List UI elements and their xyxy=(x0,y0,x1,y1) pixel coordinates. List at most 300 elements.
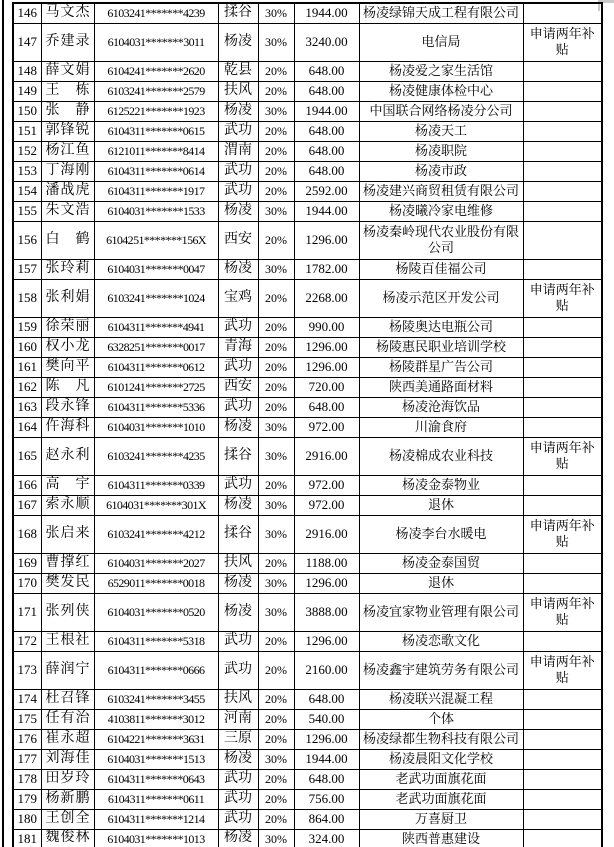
employer-cell: 杨凌市政 xyxy=(359,161,523,181)
subsidy-rate-cell: 20% xyxy=(258,61,294,81)
remark-cell xyxy=(523,3,602,23)
household-origin-cell: 揉谷 xyxy=(218,3,258,23)
subsidy-rate-cell: 20% xyxy=(258,141,294,161)
person-name-cell: 陈 凡 xyxy=(41,377,94,397)
subsidy-rate-cell: 20% xyxy=(258,553,294,573)
subsidy-amount-cell: 1188.00 xyxy=(294,553,359,573)
person-name-cell: 王根社 xyxy=(41,631,94,651)
subsidy-amount-cell: 2268.00 xyxy=(294,279,359,317)
subsidy-table xyxy=(12,2,603,847)
person-name-cell: 郭锋锐 xyxy=(41,121,94,141)
remark-cell xyxy=(523,417,602,437)
employer-cell: 杨凌金泰国贸 xyxy=(359,553,523,573)
household-origin-cell: 武功 xyxy=(218,161,258,181)
subsidy-amount-cell: 972.00 xyxy=(294,495,359,515)
row-number-cell: 170 xyxy=(13,573,41,593)
subsidy-rate-cell: 20% xyxy=(258,317,294,337)
person-name-cell: 马文杰 xyxy=(41,3,94,23)
table-row xyxy=(13,337,602,357)
row-number-cell: 164 xyxy=(13,417,41,437)
household-origin-cell: 武功 xyxy=(218,651,258,689)
subsidy-amount-cell: 864.00 xyxy=(294,809,359,829)
household-origin-cell: 渭南 xyxy=(218,141,258,161)
row-number-cell: 181 xyxy=(13,829,41,847)
remark-cell xyxy=(523,573,602,593)
id-number-cell: 6104221*******3631 xyxy=(94,729,218,749)
subsidy-rate-cell: 30% xyxy=(258,201,294,221)
remark-cell xyxy=(523,337,602,357)
household-origin-cell: 杨凌 xyxy=(218,201,258,221)
remark-cell xyxy=(523,357,602,377)
employer-cell: 杨凌健康体检中心 xyxy=(359,81,523,101)
id-number-cell: 6104031*******0047 xyxy=(94,259,218,279)
remark-cell xyxy=(523,161,602,181)
subsidy-amount-cell: 2916.00 xyxy=(294,437,359,475)
row-number-cell: 173 xyxy=(13,651,41,689)
subsidy-rate-cell: 30% xyxy=(258,515,294,553)
subsidy-rate-cell: 20% xyxy=(258,181,294,201)
employer-cell: 退休 xyxy=(359,573,523,593)
row-number-cell: 161 xyxy=(13,357,41,377)
household-origin-cell: 武功 xyxy=(218,631,258,651)
row-number-cell: 179 xyxy=(13,789,41,809)
subsidy-table-body xyxy=(13,3,602,847)
table-row xyxy=(13,689,602,709)
subsidy-amount-cell: 990.00 xyxy=(294,317,359,337)
subsidy-amount-cell: 1296.00 xyxy=(294,221,359,259)
remark-cell xyxy=(523,397,602,417)
employer-cell: 杨陵群星广告公司 xyxy=(359,357,523,377)
employer-cell: 杨陵奥达电瓶公司 xyxy=(359,317,523,337)
employer-cell: 杨陵惠民职业培训学校 xyxy=(359,337,523,357)
id-number-cell: 6101241*******2725 xyxy=(94,377,218,397)
subsidy-amount-cell: 3240.00 xyxy=(294,23,359,61)
household-origin-cell: 宝鸡 xyxy=(218,279,258,317)
person-name-cell: 段永锋 xyxy=(41,397,94,417)
subsidy-rate-cell: 20% xyxy=(258,377,294,397)
id-number-cell: 6103241*******4235 xyxy=(94,437,218,475)
row-number-cell: 157 xyxy=(13,259,41,279)
table-row xyxy=(13,397,602,417)
table-row xyxy=(13,729,602,749)
employer-cell: 杨凌秦岭现代农业股份有限公司 xyxy=(359,221,523,259)
household-origin-cell: 武功 xyxy=(218,397,258,417)
table-row xyxy=(13,573,602,593)
subsidy-rate-cell: 30% xyxy=(258,829,294,847)
row-number-cell: 154 xyxy=(13,181,41,201)
household-origin-cell: 扶风 xyxy=(218,553,258,573)
remark-cell xyxy=(523,709,602,729)
id-number-cell: 6104251*******156X xyxy=(94,221,218,259)
table-row xyxy=(13,515,602,553)
person-name-cell: 樊向平 xyxy=(41,357,94,377)
remark-cell: 申请两年补贴 xyxy=(523,23,602,61)
household-origin-cell: 杨凌 xyxy=(218,749,258,769)
row-number-cell: 168 xyxy=(13,515,41,553)
person-name-cell: 崔永超 xyxy=(41,729,94,749)
subsidy-amount-cell: 2160.00 xyxy=(294,651,359,689)
employer-cell: 杨凌晨阳文化学校 xyxy=(359,749,523,769)
row-number-cell: 159 xyxy=(13,317,41,337)
remark-cell xyxy=(523,259,602,279)
employer-cell: 杨凌恋歌文化 xyxy=(359,631,523,651)
subsidy-amount-cell: 3888.00 xyxy=(294,593,359,631)
person-name-cell: 徐荣丽 xyxy=(41,317,94,337)
table-row xyxy=(13,593,602,631)
subsidy-amount-cell: 2916.00 xyxy=(294,515,359,553)
subsidy-amount-cell: 972.00 xyxy=(294,475,359,495)
row-number-cell: 155 xyxy=(13,201,41,221)
table-row xyxy=(13,709,602,729)
id-number-cell: 6103241*******2579 xyxy=(94,81,218,101)
subsidy-rate-cell: 30% xyxy=(258,101,294,121)
subsidy-rate-cell: 30% xyxy=(258,593,294,631)
id-number-cell: 6104311*******0614 xyxy=(94,161,218,181)
row-number-cell: 169 xyxy=(13,553,41,573)
person-name-cell: 任有治 xyxy=(41,709,94,729)
person-name-cell: 仵海科 xyxy=(41,417,94,437)
subsidy-amount-cell: 1296.00 xyxy=(294,337,359,357)
table-row xyxy=(13,475,602,495)
person-name-cell: 曹撑红 xyxy=(41,553,94,573)
row-number-cell: 174 xyxy=(13,689,41,709)
row-number-cell: 180 xyxy=(13,809,41,829)
table-row xyxy=(13,279,602,317)
remark-cell xyxy=(523,101,602,121)
person-name-cell: 索永顺 xyxy=(41,495,94,515)
id-number-cell: 6104311*******5336 xyxy=(94,397,218,417)
subsidy-amount-cell: 1782.00 xyxy=(294,259,359,279)
row-number-cell: 150 xyxy=(13,101,41,121)
household-origin-cell: 杨凌 xyxy=(218,593,258,631)
id-number-cell: 4103811*******3012 xyxy=(94,709,218,729)
employer-cell: 杨凌示范区开发公司 xyxy=(359,279,523,317)
id-number-cell: 6104311*******0666 xyxy=(94,651,218,689)
household-origin-cell: 武功 xyxy=(218,317,258,337)
remark-cell xyxy=(523,769,602,789)
row-number-cell: 165 xyxy=(13,437,41,475)
subsidy-amount-cell: 2592.00 xyxy=(294,181,359,201)
id-number-cell: 6104031*******1513 xyxy=(94,749,218,769)
table-row xyxy=(13,437,602,475)
id-number-cell: 6104031*******0520 xyxy=(94,593,218,631)
id-number-cell: 6104311*******4941 xyxy=(94,317,218,337)
subsidy-amount-cell: 648.00 xyxy=(294,81,359,101)
table-row xyxy=(13,789,602,809)
table-row xyxy=(13,809,602,829)
id-number-cell: 6104311*******5318 xyxy=(94,631,218,651)
id-number-cell: 6104031*******2027 xyxy=(94,553,218,573)
employer-cell: 个体 xyxy=(359,709,523,729)
subsidy-rate-cell: 20% xyxy=(258,709,294,729)
table-row xyxy=(13,81,602,101)
subsidy-amount-cell: 972.00 xyxy=(294,417,359,437)
table-row xyxy=(13,769,602,789)
subsidy-amount-cell: 648.00 xyxy=(294,161,359,181)
subsidy-rate-cell: 20% xyxy=(258,397,294,417)
remark-cell xyxy=(523,829,602,847)
subsidy-rate-cell: 20% xyxy=(258,221,294,259)
subsidy-rate-cell: 20% xyxy=(258,809,294,829)
remark-cell xyxy=(523,553,602,573)
subsidy-rate-cell: 20% xyxy=(258,789,294,809)
row-number-cell: 156 xyxy=(13,221,41,259)
table-row xyxy=(13,317,602,337)
row-number-cell: 160 xyxy=(13,337,41,357)
person-name-cell: 朱文浩 xyxy=(41,201,94,221)
employer-cell: 杨凌爱之家生活馆 xyxy=(359,61,523,81)
household-origin-cell: 杨凌 xyxy=(218,259,258,279)
subsidy-rate-cell: 20% xyxy=(258,81,294,101)
household-origin-cell: 杨凌 xyxy=(218,417,258,437)
household-origin-cell: 武功 xyxy=(218,121,258,141)
employer-cell: 杨凌宜家物业管理有限公司 xyxy=(359,593,523,631)
subsidy-rate-cell: 30% xyxy=(258,749,294,769)
household-origin-cell: 杨凌 xyxy=(218,495,258,515)
employer-cell: 中国联合网络杨凌分公司 xyxy=(359,101,523,121)
table-row xyxy=(13,181,602,201)
table-row xyxy=(13,553,602,573)
remark-cell xyxy=(523,201,602,221)
remark-cell xyxy=(523,809,602,829)
household-origin-cell: 杨凌 xyxy=(218,101,258,121)
row-number-cell: 166 xyxy=(13,475,41,495)
household-origin-cell: 武功 xyxy=(218,475,258,495)
remark-cell xyxy=(523,221,602,259)
row-number-cell: 167 xyxy=(13,495,41,515)
subsidy-rate-cell: 20% xyxy=(258,729,294,749)
subsidy-amount-cell: 756.00 xyxy=(294,789,359,809)
subsidy-amount-cell: 648.00 xyxy=(294,121,359,141)
subsidy-amount-cell: 648.00 xyxy=(294,397,359,417)
id-number-cell: 6529011*******0018 xyxy=(94,573,218,593)
subsidy-amount-cell: 540.00 xyxy=(294,709,359,729)
person-name-cell: 薛润宁 xyxy=(41,651,94,689)
row-number-cell: 149 xyxy=(13,81,41,101)
household-origin-cell: 杨凌 xyxy=(218,573,258,593)
table-row xyxy=(13,417,602,437)
table-row xyxy=(13,121,602,141)
person-name-cell: 赵永利 xyxy=(41,437,94,475)
table-row xyxy=(13,61,602,81)
person-name-cell: 高 宇 xyxy=(41,475,94,495)
left-table-edge-line xyxy=(2,0,4,847)
row-number-cell: 178 xyxy=(13,769,41,789)
id-number-cell: 6328251*******0017 xyxy=(94,337,218,357)
employer-cell: 老武功面旗花面 xyxy=(359,769,523,789)
remark-cell xyxy=(523,495,602,515)
row-number-cell: 176 xyxy=(13,729,41,749)
subsidy-amount-cell: 1296.00 xyxy=(294,357,359,377)
remark-cell xyxy=(523,631,602,651)
person-name-cell: 王创全 xyxy=(41,809,94,829)
subsidy-amount-cell: 648.00 xyxy=(294,769,359,789)
subsidy-amount-cell: 1296.00 xyxy=(294,631,359,651)
employer-cell: 杨陵百佳福公司 xyxy=(359,259,523,279)
subsidy-amount-cell: 648.00 xyxy=(294,141,359,161)
row-number-cell: 147 xyxy=(13,23,41,61)
table-row xyxy=(13,495,602,515)
employer-cell: 老武功面旗花面 xyxy=(359,789,523,809)
subsidy-rate-cell: 30% xyxy=(258,23,294,61)
person-name-cell: 樊发民 xyxy=(41,573,94,593)
person-name-cell: 田岁玲 xyxy=(41,769,94,789)
id-number-cell: 6104031*******3011 xyxy=(94,23,218,61)
subsidy-rate-cell: 30% xyxy=(258,259,294,279)
household-origin-cell: 杨凌 xyxy=(218,829,258,847)
household-origin-cell: 扶风 xyxy=(218,689,258,709)
employer-cell: 杨凌棉成农业科技 xyxy=(359,437,523,475)
employer-cell: 杨凌绿都生物科技有限公司 xyxy=(359,729,523,749)
remark-cell xyxy=(523,141,602,161)
person-name-cell: 薛文娟 xyxy=(41,61,94,81)
remark-cell xyxy=(523,121,602,141)
person-name-cell: 张玲莉 xyxy=(41,259,94,279)
table-row xyxy=(13,631,602,651)
person-name-cell: 潘战虎 xyxy=(41,181,94,201)
subsidy-rate-cell: 20% xyxy=(258,651,294,689)
subsidy-rate-cell: 20% xyxy=(258,279,294,317)
employer-cell: 退休 xyxy=(359,495,523,515)
subsidy-rate-cell: 30% xyxy=(258,417,294,437)
remark-cell xyxy=(523,181,602,201)
table-row xyxy=(13,357,602,377)
id-number-cell: 6103241*******4212 xyxy=(94,515,218,553)
subsidy-rate-cell: 30% xyxy=(258,573,294,593)
id-number-cell: 6104241*******2620 xyxy=(94,61,218,81)
subsidy-amount-cell: 648.00 xyxy=(294,61,359,81)
employer-cell: 杨凌鑫宇建筑劳务有限公司 xyxy=(359,651,523,689)
employer-cell: 杨凌沧海饮品 xyxy=(359,397,523,417)
household-origin-cell: 武功 xyxy=(218,181,258,201)
table-row xyxy=(13,101,602,121)
id-number-cell: 6104311*******0643 xyxy=(94,769,218,789)
household-origin-cell: 西安 xyxy=(218,377,258,397)
household-origin-cell: 武功 xyxy=(218,769,258,789)
table-row xyxy=(13,201,602,221)
subsidy-amount-cell: 720.00 xyxy=(294,377,359,397)
row-number-cell: 162 xyxy=(13,377,41,397)
id-number-cell: 6104311*******1214 xyxy=(94,809,218,829)
row-number-cell: 146 xyxy=(13,3,41,23)
row-number-cell: 171 xyxy=(13,593,41,631)
remark-cell xyxy=(523,475,602,495)
household-origin-cell: 揉谷 xyxy=(218,437,258,475)
person-name-cell: 张 静 xyxy=(41,101,94,121)
remark-cell: 申请两年补贴 xyxy=(523,437,602,475)
household-origin-cell: 揉谷 xyxy=(218,515,258,553)
row-number-cell: 163 xyxy=(13,397,41,417)
subsidy-amount-cell: 1944.00 xyxy=(294,3,359,23)
subsidy-rate-cell: 30% xyxy=(258,3,294,23)
person-name-cell: 张列侠 xyxy=(41,593,94,631)
employer-cell: 杨凌联兴混凝工程 xyxy=(359,689,523,709)
subsidy-rate-cell: 20% xyxy=(258,161,294,181)
subsidy-rate-cell: 30% xyxy=(258,495,294,515)
person-name-cell: 白 鹤 xyxy=(41,221,94,259)
table-row xyxy=(13,651,602,689)
subsidy-amount-cell: 1944.00 xyxy=(294,749,359,769)
household-origin-cell: 河南 xyxy=(218,709,258,729)
subsidy-rate-cell: 30% xyxy=(258,437,294,475)
table-row xyxy=(13,141,602,161)
subsidy-rate-cell: 20% xyxy=(258,475,294,495)
id-number-cell: 6103241*******3455 xyxy=(94,689,218,709)
employer-cell: 杨凌金泰物业 xyxy=(359,475,523,495)
id-number-cell: 6104311*******0611 xyxy=(94,789,218,809)
remark-cell: 申请两年补贴 xyxy=(523,515,602,553)
subsidy-amount-cell: 1944.00 xyxy=(294,201,359,221)
remark-cell xyxy=(523,81,602,101)
remark-cell xyxy=(523,789,602,809)
subsidy-amount-cell: 648.00 xyxy=(294,689,359,709)
person-name-cell: 张启来 xyxy=(41,515,94,553)
subsidy-amount-cell: 1296.00 xyxy=(294,729,359,749)
row-number-cell: 158 xyxy=(13,279,41,317)
id-number-cell: 6103241*******1024 xyxy=(94,279,218,317)
table-row xyxy=(13,829,602,847)
person-name-cell: 权小龙 xyxy=(41,337,94,357)
subsidy-rate-cell: 20% xyxy=(258,631,294,651)
row-number-cell: 151 xyxy=(13,121,41,141)
employer-cell: 杨凌李台水暖电 xyxy=(359,515,523,553)
person-name-cell: 王 栋 xyxy=(41,81,94,101)
person-name-cell: 杜召锋 xyxy=(41,689,94,709)
subsidy-rate-cell: 20% xyxy=(258,337,294,357)
id-number-cell: 6104311*******0612 xyxy=(94,357,218,377)
person-name-cell: 杨新鹏 xyxy=(41,789,94,809)
subsidy-rate-cell: 20% xyxy=(258,121,294,141)
remark-cell xyxy=(523,729,602,749)
id-number-cell: 6104031*******1533 xyxy=(94,201,218,221)
id-number-cell: 6103241*******4239 xyxy=(94,3,218,23)
household-origin-cell: 西安 xyxy=(218,221,258,259)
employer-cell: 杨凌曦冷家电维修 xyxy=(359,201,523,221)
table-row xyxy=(13,377,602,397)
employer-cell: 杨凌建兴商贸租赁有限公司 xyxy=(359,181,523,201)
remark-cell: 申请两年补贴 xyxy=(523,593,602,631)
employer-cell: 陕西普惠建设 xyxy=(359,829,523,847)
subsidy-rate-cell: 20% xyxy=(258,357,294,377)
household-origin-cell: 武功 xyxy=(218,809,258,829)
id-number-cell: 6104031*******1013 xyxy=(94,829,218,847)
remark-cell xyxy=(523,317,602,337)
remark-cell: 申请两年补贴 xyxy=(523,279,602,317)
subsidy-amount-cell: 1944.00 xyxy=(294,101,359,121)
subsidy-rate-cell: 20% xyxy=(258,689,294,709)
employer-cell: 杨凌绿锦天成工程有限公司 xyxy=(359,3,523,23)
person-name-cell: 乔建录 xyxy=(41,23,94,61)
table-row xyxy=(13,3,602,23)
row-number-cell: 152 xyxy=(13,141,41,161)
household-origin-cell: 乾县 xyxy=(218,61,258,81)
household-origin-cell: 杨凌 xyxy=(218,23,258,61)
remark-cell xyxy=(523,689,602,709)
household-origin-cell: 武功 xyxy=(218,357,258,377)
household-origin-cell: 扶风 xyxy=(218,81,258,101)
row-number-cell: 177 xyxy=(13,749,41,769)
table-row xyxy=(13,749,602,769)
table-row xyxy=(13,161,602,181)
subsidy-rate-cell: 20% xyxy=(258,769,294,789)
person-name-cell: 张利娟 xyxy=(41,279,94,317)
table-row xyxy=(13,259,602,279)
table-row xyxy=(13,221,602,259)
remark-cell: 申请两年补贴 xyxy=(523,651,602,689)
id-number-cell: 6104311*******1917 xyxy=(94,181,218,201)
id-number-cell: 6104031*******301X xyxy=(94,495,218,515)
remark-cell xyxy=(523,749,602,769)
